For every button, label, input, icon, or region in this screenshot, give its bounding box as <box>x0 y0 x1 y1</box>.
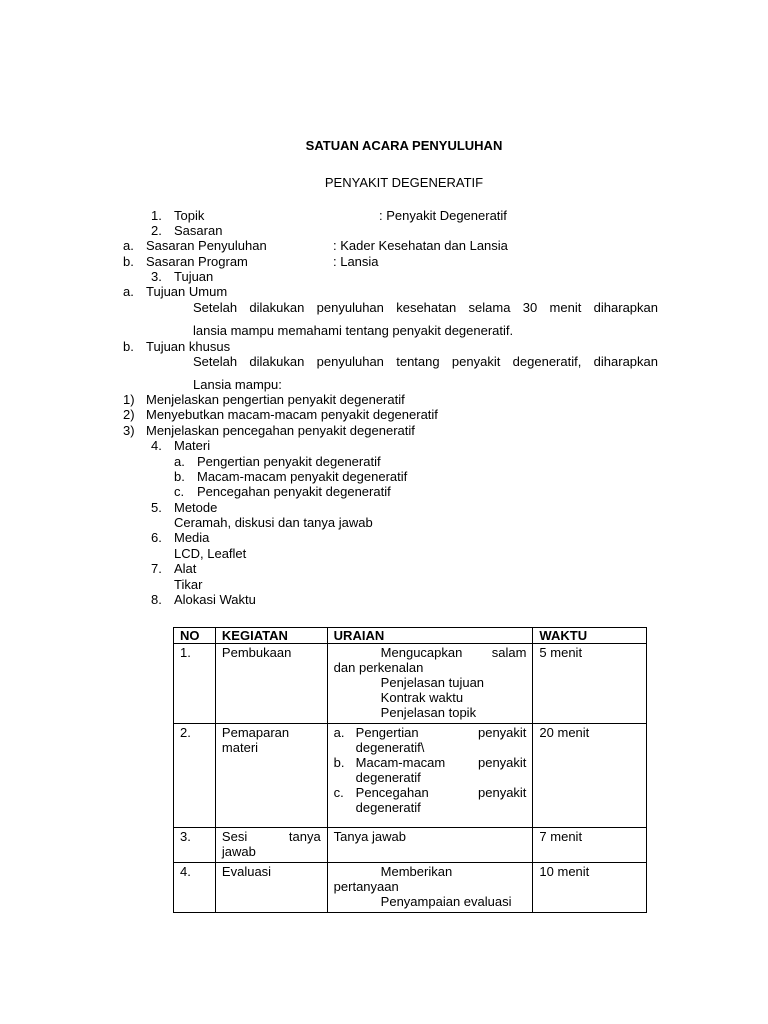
uraian-text: pertanyaan <box>333 879 399 894</box>
materi-label: Materi <box>174 438 211 453</box>
uraian-text: degeneratif <box>355 800 421 815</box>
list-item: Menjelaskan pencegahan penyakit degeneratif <box>146 423 415 438</box>
uraian-text: Kontrak waktu <box>380 690 464 705</box>
cell-kegiatan: Evaluasi <box>221 864 272 879</box>
list-marker: a. <box>174 454 185 469</box>
sasaran-program-value: : Lansia <box>333 254 379 269</box>
cell-no: 2. <box>180 725 191 740</box>
column-header: NO <box>174 628 216 644</box>
cell-waktu: 7 menit <box>539 829 583 844</box>
tujuan-umum-text: Setelah dilakukan penyuluhan kesehatan selama 30 menit diharapkan <box>193 300 658 315</box>
document-title: SATUAN ACARA PENYULUHAN <box>305 138 503 153</box>
uraian-text: salam <box>491 645 527 660</box>
item-number: 2. <box>151 223 162 238</box>
cell-kegiatan: Pemaparan <box>221 725 290 740</box>
uraian-text: Penjelasan tujuan <box>380 675 485 690</box>
sasaran-label: Sasaran <box>174 223 223 238</box>
list-marker: b. <box>123 339 134 354</box>
list-marker: b. <box>174 469 185 484</box>
table-row <box>174 828 647 863</box>
list-marker: c. <box>174 484 185 499</box>
uraian-text: Macam-macam penyakit <box>355 755 527 770</box>
list-marker: 3) <box>123 423 135 438</box>
sasaran-penyuluhan-value: : Kader Kesehatan dan Lansia <box>333 238 508 253</box>
list-item: Macam-macam penyakit degeneratif <box>197 469 408 484</box>
topik-label: Topik <box>174 208 205 223</box>
alokasi-label: Alokasi Waktu <box>174 592 256 607</box>
tujuan-umum-text-cont: lansia mampu memahami tentang penyakit degeneratif. <box>193 323 514 338</box>
media-label: Media <box>174 530 210 545</box>
cell-waktu: 20 menit <box>539 725 590 740</box>
list-item: Menyebutkan macam-macam penyakit degeneratif <box>146 407 438 422</box>
tujuan-khusus-label: Tujuan khusus <box>146 339 231 354</box>
media-value: LCD, Leaflet <box>174 546 247 561</box>
tujuan-khusus-text: Setelah dilakukan penyuluhan tentang penyakit degeneratif, diharapkan <box>193 354 658 369</box>
list-item: Menjelaskan pengertian penyakit degeneratif <box>146 392 405 407</box>
cell-kegiatan: Sesi tanya <box>221 829 321 844</box>
item-number: 5. <box>151 500 162 515</box>
tujuan-label: Tujuan <box>174 269 214 284</box>
uraian-text: Memberikan <box>380 864 453 879</box>
column-header: KEGIATAN <box>215 628 327 644</box>
cell-kegiatan: materi <box>221 740 259 755</box>
sasaran-penyuluhan-label: Sasaran Penyuluhan <box>146 238 267 253</box>
list-marker: c. <box>333 785 344 800</box>
uraian-text: Mengucapkan <box>380 645 463 660</box>
alat-value: Tikar <box>174 577 203 592</box>
cell-kegiatan: Pembukaan <box>221 645 292 660</box>
cell-no: 4. <box>180 864 191 879</box>
uraian-text: Pencegahan penyakit <box>355 785 527 800</box>
cell-uraian <box>327 863 533 913</box>
table-row <box>174 724 647 828</box>
list-item: Pengertian penyakit degeneratif <box>197 454 381 469</box>
column-header: URAIAN <box>327 628 533 644</box>
tujuan-umum-label: Tujuan Umum <box>146 284 228 299</box>
cell-no: 1. <box>180 645 191 660</box>
list-marker: b. <box>123 254 134 269</box>
list-marker: a. <box>123 284 134 299</box>
kegiatan-table <box>173 627 647 913</box>
cell-waktu: 5 menit <box>539 645 583 660</box>
tujuan-khusus-text-cont: Lansia mampu: <box>193 377 282 392</box>
item-number: 3. <box>151 269 162 284</box>
uraian-text: dan perkenalan <box>333 660 424 675</box>
list-item: Pencegahan penyakit degeneratif <box>197 484 391 499</box>
cell-no: 3. <box>180 829 191 844</box>
column-header: WAKTU <box>533 628 647 644</box>
table-row <box>174 863 647 913</box>
item-number: 1. <box>151 208 162 223</box>
table-header-row <box>174 628 647 644</box>
table-row <box>174 644 647 724</box>
item-number: 4. <box>151 438 162 453</box>
item-number: 8. <box>151 592 162 607</box>
metode-label: Metode <box>174 500 218 515</box>
document-subtitle: PENYAKIT DEGENERATIF <box>324 175 484 190</box>
list-marker: 1) <box>123 392 135 407</box>
uraian-text: Pengertian penyakit <box>355 725 527 740</box>
cell-kegiatan: jawab <box>221 844 256 859</box>
cell-uraian <box>327 724 533 828</box>
metode-value: Ceramah, diskusi dan tanya jawab <box>174 515 373 530</box>
item-number: 7. <box>151 561 162 576</box>
list-marker: a. <box>333 725 345 740</box>
topik-value: : Penyakit Degeneratif <box>379 208 507 223</box>
sasaran-program-label: Sasaran Program <box>146 254 248 269</box>
list-marker: a. <box>123 238 134 253</box>
alat-label: Alat <box>174 561 197 576</box>
cell-waktu: 10 menit <box>539 864 590 879</box>
uraian-text: degeneratif\ <box>355 740 425 755</box>
cell-uraian <box>327 644 533 724</box>
list-marker: b. <box>333 755 345 770</box>
item-number: 6. <box>151 530 162 545</box>
list-marker: 2) <box>123 407 135 422</box>
uraian-text: degeneratif <box>355 770 421 785</box>
cell-uraian: Tanya jawab <box>333 829 406 844</box>
uraian-text: Penyampaian evaluasi <box>380 894 512 909</box>
uraian-text: Penjelasan topik <box>380 705 477 720</box>
